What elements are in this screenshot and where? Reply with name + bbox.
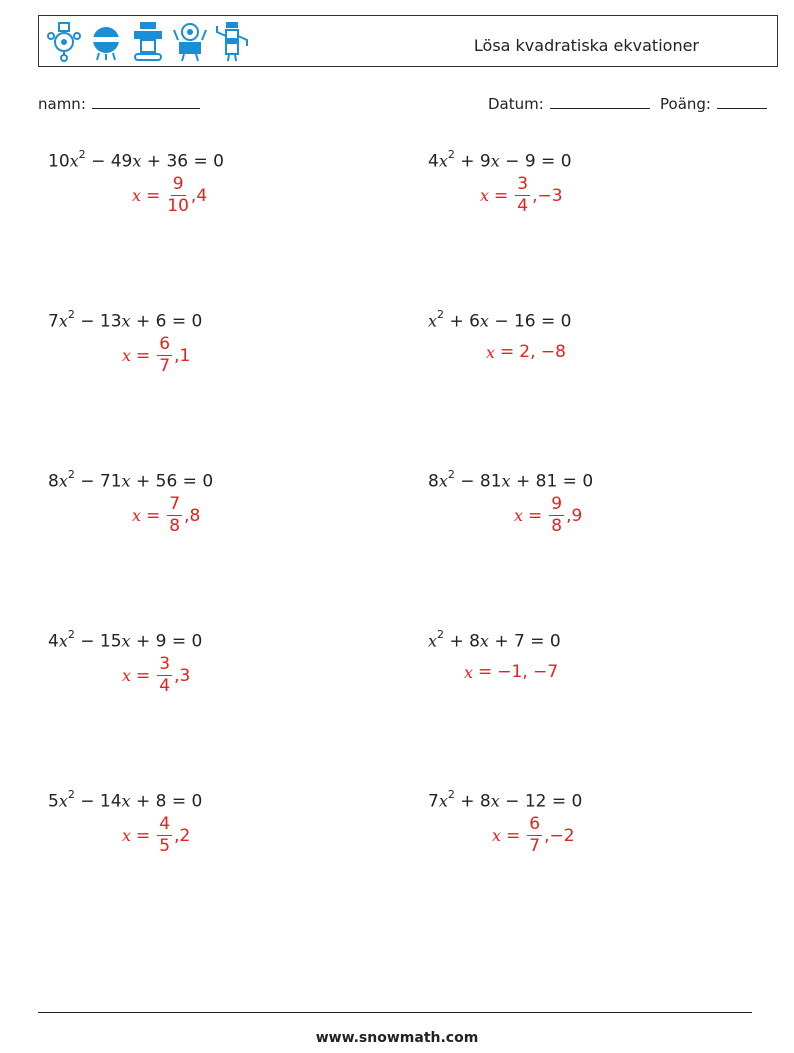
- score-label: Poäng:: [660, 95, 711, 113]
- problem-equation: $7x^2 - 13x + 6 = 0$: [48, 308, 203, 332]
- name-line[interactable]: [92, 94, 200, 109]
- robot-2-icon: [87, 20, 125, 64]
- robot-5-icon: [213, 20, 251, 64]
- robot-3-icon: [129, 20, 167, 64]
- answer-fraction: $\frac{6}{7}$: [529, 814, 541, 856]
- score-field[interactable]: [660, 94, 767, 113]
- name-label: namn:: [38, 95, 86, 113]
- date-label: Datum:: [488, 95, 544, 113]
- answer: x = $\frac{3}{4}$ ,3: [122, 654, 191, 696]
- answer: x = $\frac{3}{4}$ ,−3: [480, 174, 563, 216]
- sheet-title: Lösa kvadratiska ekvationer: [473, 36, 699, 55]
- answer-fraction: $\frac{4}{5}$: [159, 814, 171, 856]
- footer-rule: [38, 1012, 752, 1013]
- answer: x = −1, −7: [464, 662, 559, 682]
- answer: x = $\frac{6}{7}$ ,1: [122, 334, 191, 376]
- problem-equation: $7x^2 + 8x - 12 = 0$: [428, 788, 583, 812]
- date-line[interactable]: [550, 94, 650, 109]
- answer: x = $\frac{4}{5}$ ,2: [122, 814, 191, 856]
- date-field[interactable]: [488, 94, 650, 113]
- problem-equation: $8x^2 - 81x + 81 = 0$: [428, 468, 594, 492]
- problem-equation: $x^2 + 6x - 16 = 0$: [428, 308, 572, 332]
- problem-equation: $4x^2 + 9x - 9 = 0$: [428, 148, 572, 172]
- robot-1-icon: [45, 20, 83, 64]
- answer-fraction: $\frac{6}{7}$: [159, 334, 171, 376]
- answer-fraction: $\frac{9}{10}$: [167, 174, 189, 216]
- robot-4-icon: [171, 20, 209, 64]
- footer-url: www.snowmath.com: [315, 1030, 479, 1046]
- problem-equation: $4x^2 - 15x + 9 = 0$: [48, 628, 203, 652]
- answer-fraction: $\frac{3}{4}$: [517, 174, 529, 216]
- robot-icons: [45, 20, 251, 64]
- problem-equation: $8x^2 - 71x + 56 = 0$: [48, 468, 214, 492]
- answer: x = 2, −8: [486, 342, 566, 362]
- score-line[interactable]: [717, 94, 767, 109]
- answer-fraction: $\frac{3}{4}$: [159, 654, 171, 696]
- answer: x = $\frac{6}{7}$ ,−2: [492, 814, 575, 856]
- answer: x = $\frac{9}{8}$ ,9: [514, 494, 583, 536]
- answer: x = $\frac{7}{8}$ ,8: [132, 494, 201, 536]
- problem-equation: $5x^2 - 14x + 8 = 0$: [48, 788, 203, 812]
- answer-fraction: $\frac{9}{8}$: [551, 494, 563, 536]
- answer: x = $\frac{9}{10}$ ,4: [132, 174, 208, 216]
- problem-equation: $x^2 + 8x + 7 = 0$: [428, 628, 561, 652]
- name-field[interactable]: [38, 94, 200, 113]
- header-box: [38, 15, 778, 67]
- problem-equation: $10x^2 - 49x + 36 = 0$: [48, 148, 224, 172]
- answer-fraction: $\frac{7}{8}$: [169, 494, 181, 536]
